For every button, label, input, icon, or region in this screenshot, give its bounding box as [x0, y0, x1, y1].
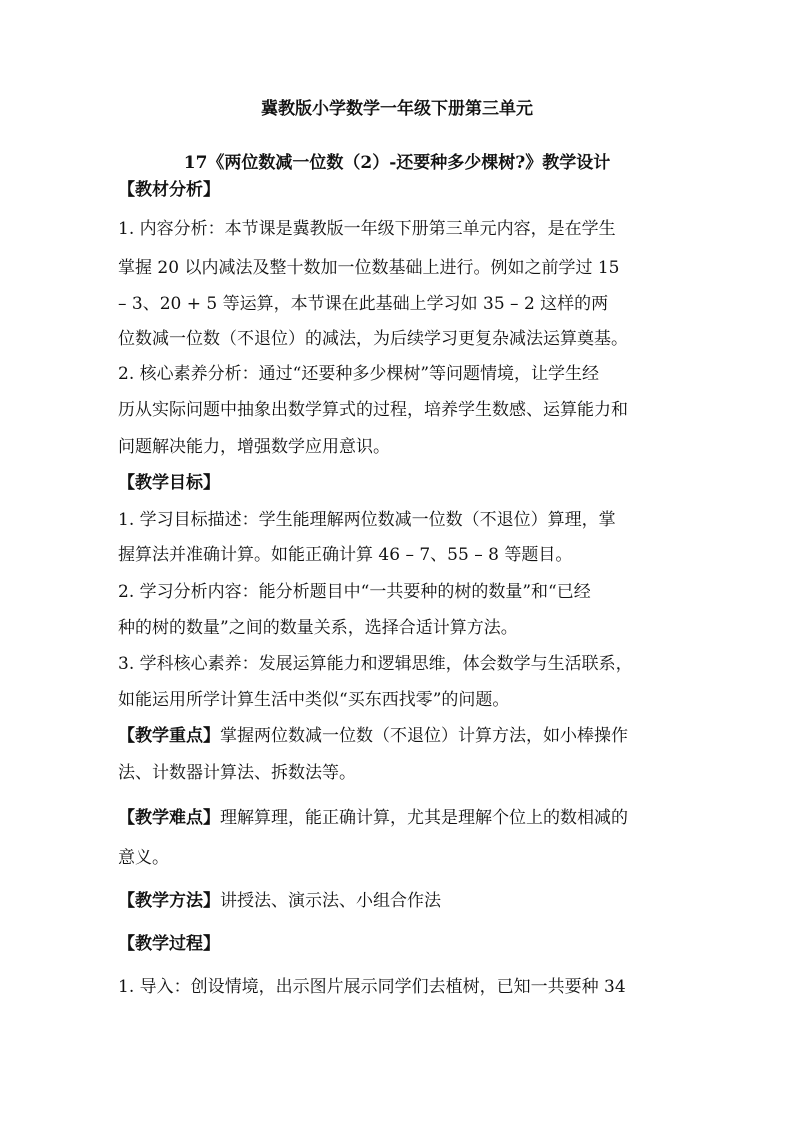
method-label: 【教学方法】 — [118, 891, 220, 911]
paragraph-line: 1. 导入：创设情境，出示图片展示同学们去植树，已知一共要种 34 — [118, 977, 626, 997]
paragraph-line: 位数减一位数（不退位）的减法，为后续学习更复杂减法运算奠基。 — [118, 329, 628, 349]
document-title: 冀教版小学数学一年级下册第三单元 — [261, 99, 533, 119]
paragraph-line: 历从实际问题中抽象出数学算式的过程，培养学生数感、运算能力和 — [118, 400, 628, 420]
paragraph-line: 2. 学习分析内容：能分析题目中“一共要种的树的数量”和“已经 — [118, 582, 591, 602]
section-heading-teaching-goals: 【教学目标】 — [118, 473, 220, 493]
paragraph-line: 3. 学科核心素养：发展运算能力和逻辑思维，体会数学与生活联系， — [118, 654, 633, 674]
paragraph-line: – 3、20 + 5 等运算，本节课在此基础上学习如 35 – 2 这样的两 — [118, 294, 609, 314]
paragraph-line: 种的树的数量”之间的数量关系，选择合适计算方法。 — [118, 618, 518, 638]
paragraph-line: 问题解决能力，增强数学应用意识。 — [118, 437, 390, 457]
key-point-text: 掌握两位数减一位数（不退位）计算方法，如小棒操作 — [220, 726, 628, 746]
paragraph-line: 如能运用所学计算生活中类似“买东西找零”的问题。 — [118, 690, 510, 710]
paragraph-line: 1. 学习目标描述：学生能理解两位数减一位数（不退位）算理，掌 — [118, 510, 616, 530]
difficulty-label: 【教学难点】 — [118, 808, 220, 828]
key-point-line — [118, 723, 683, 749]
key-point-label: 【教学重点】 — [118, 726, 220, 746]
paragraph-line: 掌握 20 以内减法及整十数加一位数基础上进行。例如之前学过 15 — [118, 258, 620, 278]
paragraph-line: 意义。 — [118, 848, 169, 868]
paragraph-line: 法、计数器计算法、拆数法等。 — [118, 763, 356, 783]
paragraph-line: 1. 内容分析：本节课是冀教版一年级下册第三单元内容，是在学生 — [118, 219, 616, 239]
document-subtitle: 17《两位数减一位数（2）-还要种多少棵树?》教学设计 — [183, 153, 611, 173]
difficulty-line — [118, 805, 683, 831]
method-line — [118, 888, 683, 914]
section-heading-material-analysis: 【教材分析】 — [118, 180, 220, 200]
paragraph-line: 握算法并准确计算。如能正确计算 46 – 7、55 – 8 等题目。 — [118, 545, 573, 565]
difficulty-text: 理解算理，能正确计算，尤其是理解个位上的数相减的 — [220, 808, 628, 828]
paragraph-line: 2. 核心素养分析：通过“还要种多少棵树”等问题情境，让学生经 — [118, 364, 600, 384]
section-heading-teaching-process: 【教学过程】 — [118, 934, 220, 954]
method-text: 讲授法、演示法、小组合作法 — [220, 891, 441, 911]
